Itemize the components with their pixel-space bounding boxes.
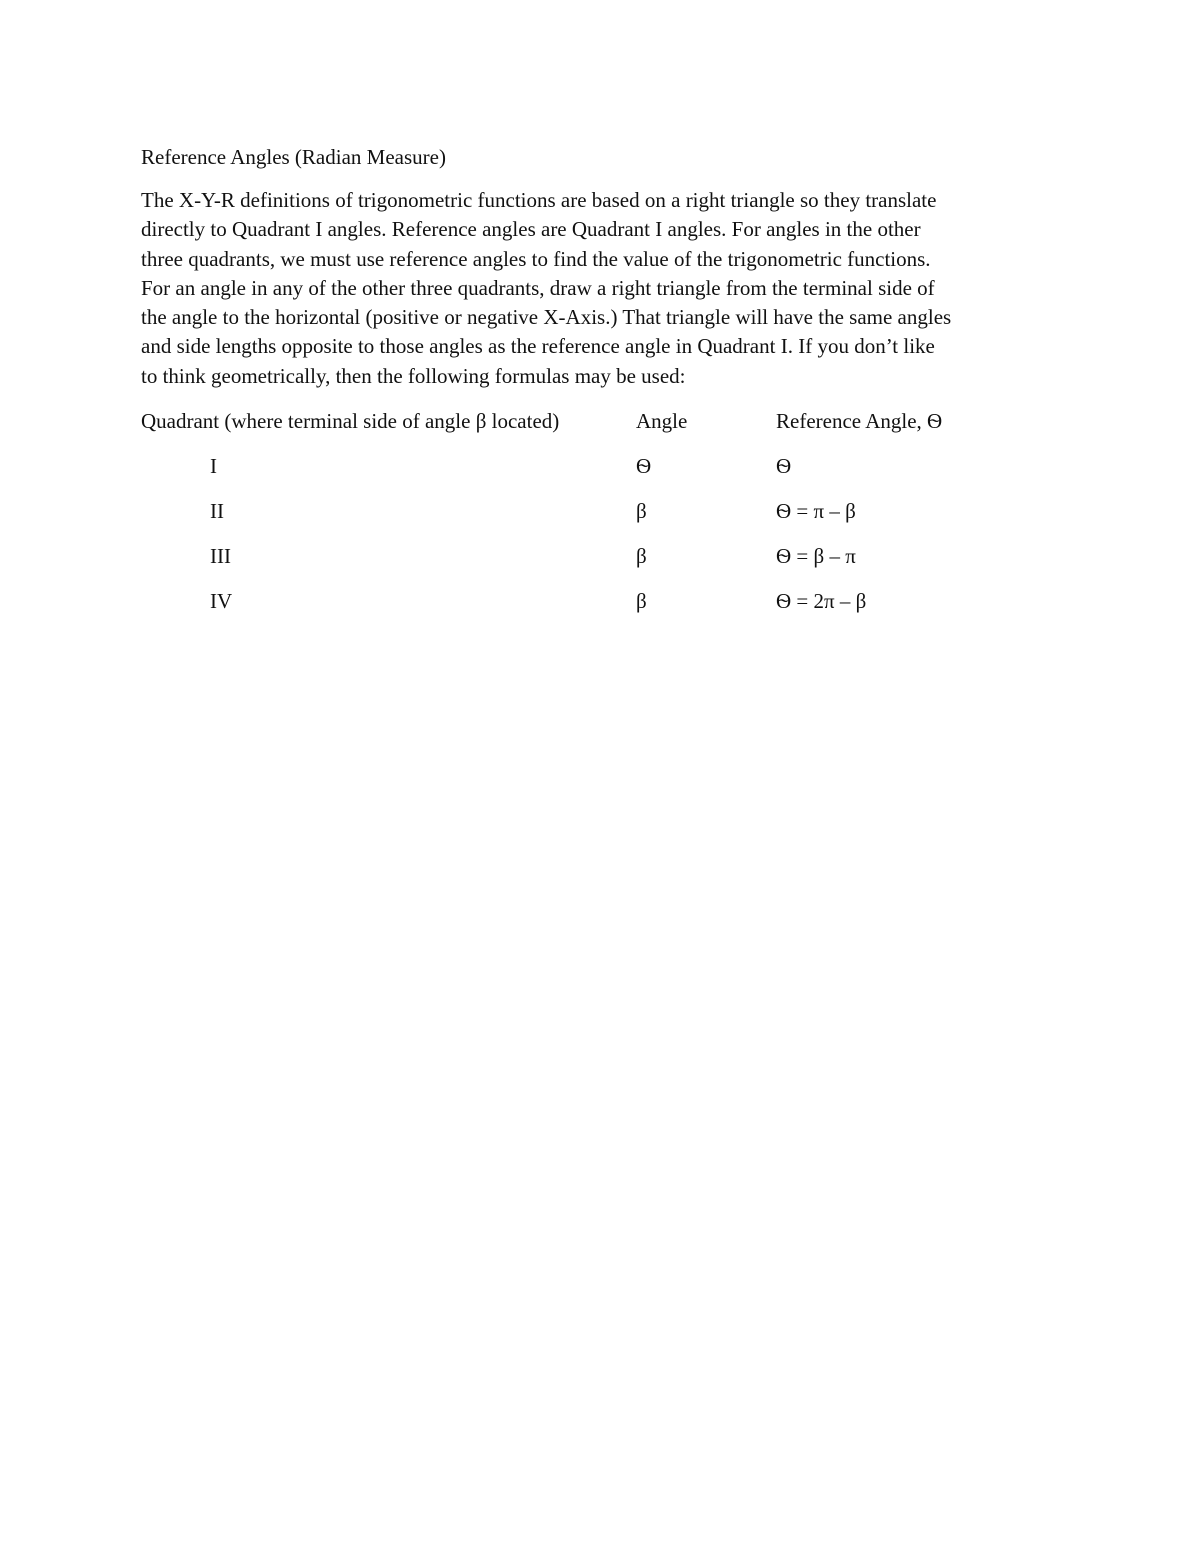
table-row — [0, 451, 1200, 481]
paragraph-line: For an angle in any of the other three quadrants, draw a right triangle from the terminal side of — [141, 275, 935, 300]
quadrant-cell: I — [210, 454, 217, 478]
quadrant-cell: IV — [210, 589, 233, 613]
angle-cell: Ѳ — [636, 454, 652, 478]
header-quadrant: Quadrant (where terminal side of angle β located) — [141, 409, 560, 433]
angle-cell: β — [636, 589, 647, 613]
paragraph-line: the angle to the horizontal (positive or negative X-Axis.) That triangle will have the same angles — [141, 305, 952, 330]
angle-cell: β — [636, 544, 647, 568]
paragraph-line: directly to Quadrant I angles. Reference angles are Quadrant I angles. For angles in the other — [141, 217, 921, 242]
paragraph-line: to think geometrically, then the following formulas may be used: — [141, 363, 686, 388]
table-row — [0, 586, 1200, 616]
reference-angle-cell: Ѳ = π – β — [776, 499, 856, 523]
paragraph-line: three quadrants, we must use reference angles to find the value of the trigonometric functions. — [141, 246, 931, 271]
angle-cell: β — [636, 499, 647, 523]
header-angle: Angle — [636, 409, 688, 433]
table-row — [0, 496, 1200, 526]
reference-angle-cell: Ѳ = 2π – β — [776, 589, 867, 613]
reference-angle-cell: Ѳ = β – π — [776, 544, 856, 568]
quadrant-cell: III — [210, 544, 231, 568]
paragraph-line: The X-Y-R definitions of trigonometric functions are based on a right triangle so they translate — [141, 188, 937, 212]
reference-angle-cell: Ѳ — [776, 454, 792, 478]
quadrant-cell: II — [210, 499, 224, 523]
intro-paragraph — [141, 186, 1101, 391]
paragraph-line: and side lengths opposite to those angles as the reference angle in Quadrant I. If you don’t like — [141, 334, 935, 359]
table-header-row — [0, 406, 1200, 436]
table-row — [0, 541, 1200, 571]
header-reference-angle: Reference Angle, Ѳ — [776, 409, 943, 433]
page-title: Reference Angles (Radian Measure) — [141, 145, 446, 169]
